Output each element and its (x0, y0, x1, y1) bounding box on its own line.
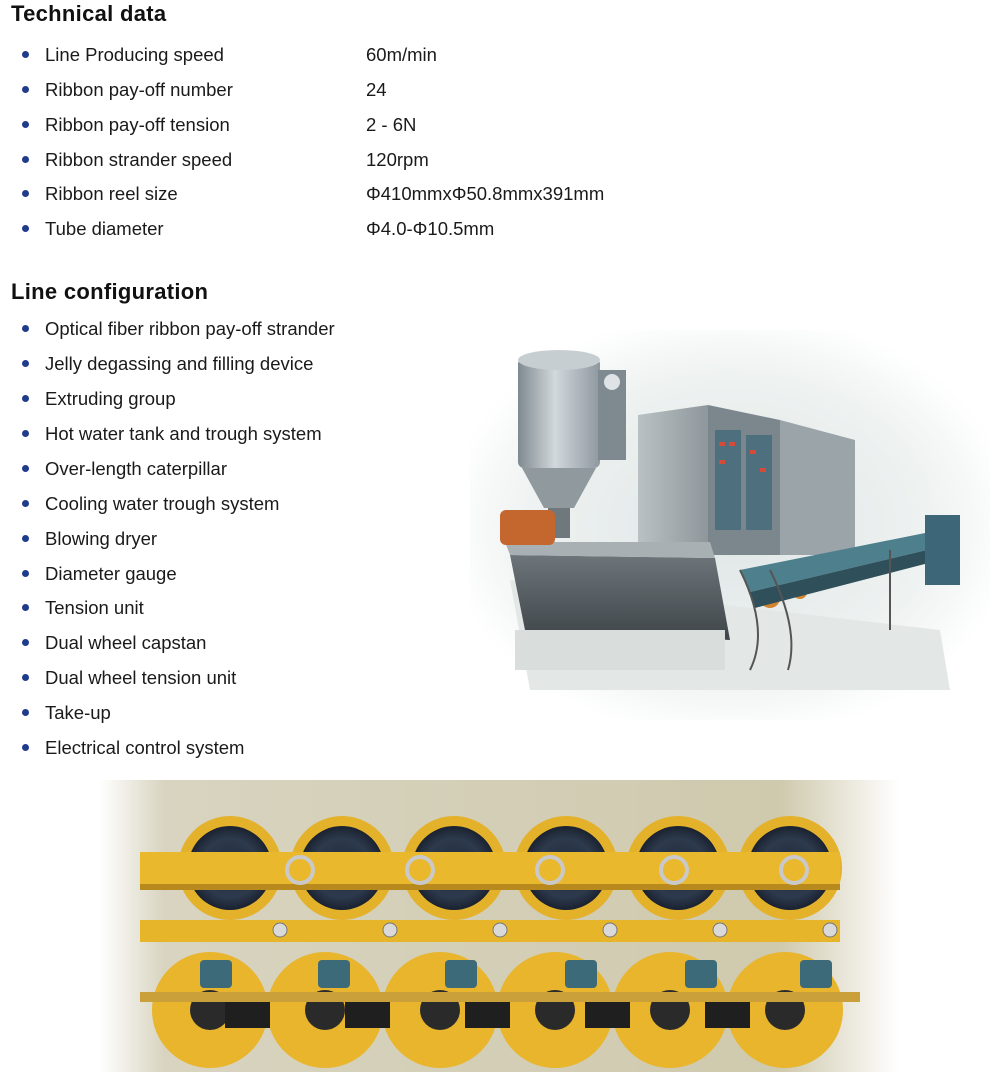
bullet-icon (22, 325, 29, 332)
spec-label: Line Producing speed (45, 44, 224, 65)
bullet-icon (22, 430, 29, 437)
config-item-label: Electrical control system (45, 737, 245, 758)
config-item-label: Optical fiber ribbon pay-off strander (45, 318, 335, 339)
spec-label: Ribbon strander speed (45, 149, 233, 170)
bullet-icon (22, 535, 29, 542)
bullet-icon (22, 121, 29, 128)
bullet-icon (22, 86, 29, 93)
bullet-icon (22, 570, 29, 577)
bullet-icon (22, 674, 29, 681)
payoff-strander-photo (100, 780, 900, 1072)
config-item-label: Blowing dryer (45, 528, 158, 549)
spec-label: Tube diameter (45, 218, 164, 239)
bullet-icon (22, 225, 29, 232)
config-item-label: Diameter gauge (45, 563, 177, 584)
spec-value: Φ410mmxΦ50.8mmx391mm (366, 183, 605, 204)
config-item-label: Dual wheel tension unit (45, 667, 237, 688)
bullet-icon (22, 465, 29, 472)
spec-label: Ribbon pay-off tension (45, 114, 230, 135)
spec-label: Ribbon pay-off number (45, 79, 233, 100)
bullet-icon (22, 500, 29, 507)
config-item-label: Cooling water trough system (45, 493, 280, 514)
spec-label: Ribbon reel size (45, 183, 178, 204)
bullet-icon (22, 639, 29, 646)
spec-value: 24 (366, 79, 387, 100)
bullet-icon (22, 190, 29, 197)
technical-data-heading: Technical data (11, 1, 167, 26)
bullet-icon (22, 604, 29, 611)
bullet-icon (22, 156, 29, 163)
config-item-label: Extruding group (45, 388, 176, 409)
spec-value: 120rpm (366, 149, 429, 170)
config-item-label: Take-up (45, 702, 111, 723)
bullet-icon (22, 51, 29, 58)
config-item-label: Over-length caterpillar (45, 458, 227, 479)
config-item-label: Tension unit (45, 597, 144, 618)
bullet-icon (22, 709, 29, 716)
bullet-icon (22, 360, 29, 367)
config-item-label: Dual wheel capstan (45, 632, 207, 653)
extrusion-line-photo (470, 330, 990, 720)
spec-value: 2 - 6N (366, 114, 417, 135)
config-item-label: Jelly degassing and filling device (45, 353, 314, 374)
line-configuration-heading: Line configuration (11, 279, 209, 304)
spec-value: 60m/min (366, 44, 437, 65)
spec-value: Φ4.0-Φ10.5mm (366, 218, 495, 239)
bullet-icon (22, 395, 29, 402)
config-item-label: Hot water tank and trough system (45, 423, 322, 444)
bullet-icon (22, 744, 29, 751)
